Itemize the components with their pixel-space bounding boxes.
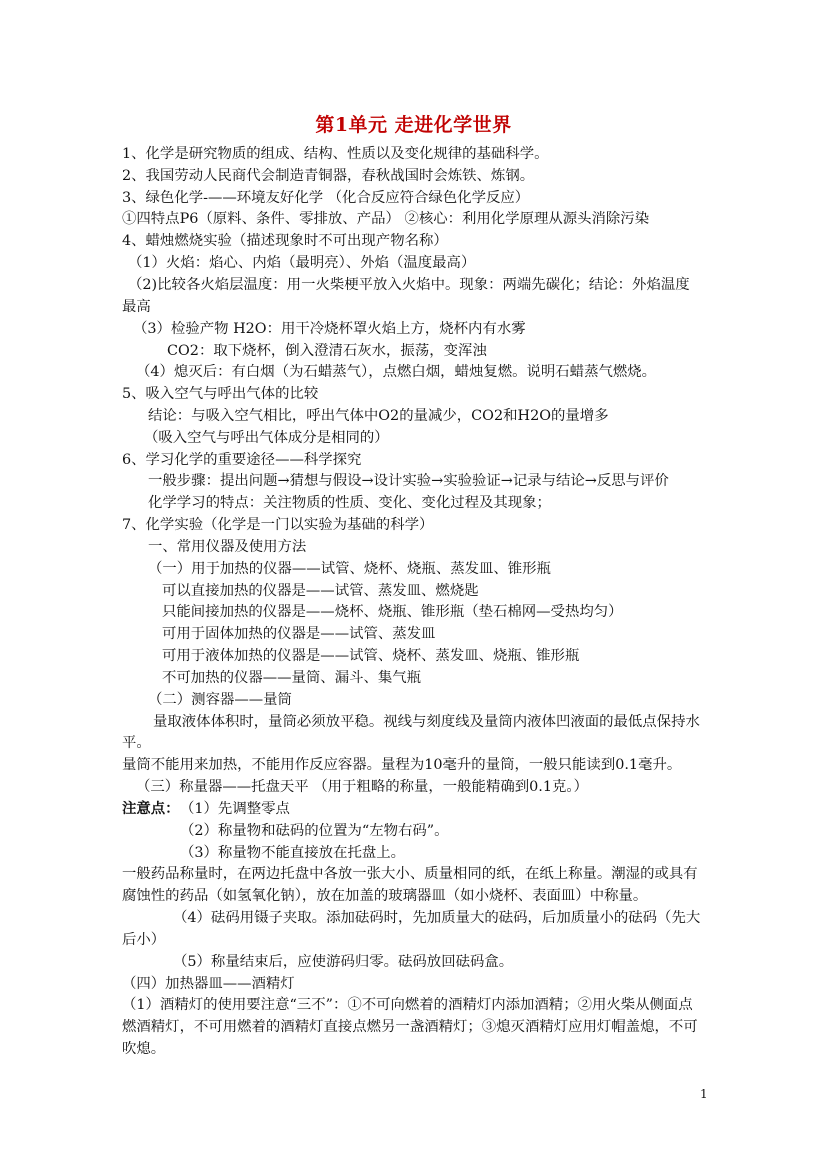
- page-title: 第1单元 走进化学世界: [315, 114, 512, 136]
- text-line: 7、化学实验（化学是一门以实验为基础的科学）: [122, 517, 434, 533]
- text-line: 只能间接加热的仪器是——烧杯、烧瓶、锥形瓶（垫石棉网—受热均匀）: [162, 604, 623, 620]
- text-line: 可用于液体加热的仪器是——试管、烧杯、蒸发皿、烧瓶、锥形瓶: [162, 648, 580, 664]
- note-heading: 注意点：: [122, 800, 180, 817]
- text-line: 化学学习的特点：关注物质的性质、变化、变化过程及其现象；: [148, 495, 551, 511]
- text-line: （2）称量物和砝码的位置为“左物右码”。: [180, 823, 449, 839]
- text-line: （3）称量物不能直接放在托盘上。: [180, 845, 406, 861]
- text-line: 一般药品称量时，在两边托盘中各放一张大小、质量相同的纸，在纸上称量。潮湿的或具有: [122, 866, 698, 882]
- text-line: （4）熄灭后：有白烟（为石蜡蒸气），点燃白烟，蜡烛复燃。说明石蜡蒸气燃烧。: [136, 364, 657, 380]
- text-line: 6、学习化学的重要途径——科学探究: [122, 452, 362, 468]
- text-line: （2)比较各火焰层温度：用一火柴梗平放入火焰中。现象：两端先碳化；结论：外焰温度: [128, 277, 690, 293]
- text-line: （1）火焰：焰心、内焰（最明亮）、外焰（温度最高）: [128, 255, 476, 271]
- text-line: 腐蚀性的药品（如氢氧化钠），放在加盖的玻璃器皿（如小烧杯、表面皿）中称量。: [122, 888, 648, 904]
- text-line: 平。: [122, 735, 151, 751]
- text-line: 2、我国劳动人民商代会制造青铜器，春秋战国时会炼铁、炼钢。: [122, 168, 535, 184]
- text-line: 结论：与吸入空气相比，呼出气体中O2的量减少，CO2和H2O的量增多: [148, 408, 609, 424]
- page-number: 1: [700, 1087, 708, 1101]
- text-line: 1、化学是研究物质的组成、结构、性质以及变化规律的基础科学。: [122, 146, 549, 162]
- text-line: （四）加热器皿——酒精灯: [122, 976, 295, 992]
- text-line: 可用于固体加热的仪器是——试管、蒸发皿: [162, 626, 436, 642]
- text-line: 后小）: [122, 932, 166, 948]
- text-line: （4）砝码用镊子夹取。添加砝码时，先加质量大的砝码，后加质量小的砝码（先大: [173, 910, 701, 926]
- text-line: 一、常用仪器及使用方法: [148, 539, 307, 555]
- text-line: 量取液体体积时，量筒必须放平稳。视线与刻度线及量筒内液体凹液面的最低点保持水: [153, 714, 700, 730]
- text-line: 3、绿色化学-——环境友好化学 （化合反应符合绿色化学反应）: [122, 190, 530, 206]
- text-line: CO2：取下烧杯，倒入澄清石灰水，振荡，变浑浊: [167, 343, 487, 359]
- text-line: （5）称量结束后，应使游码归零。砝码放回砝码盒。: [173, 954, 514, 970]
- text-line: ①四特点P6（原料、条件、零排放、产品） ②核心：利用化学原理从源头消除污染: [122, 211, 650, 227]
- text-line: （3）检验产物 H2O：用干冷烧杯罩火焰上方，烧杯内有水雾: [133, 321, 526, 337]
- text-line: 5、吸入空气与呼出气体的比较: [122, 386, 319, 402]
- text-line: 量筒不能用来加热，不能用作反应容器。量程为10毫升的量筒，一般只能读到0.1毫升。: [122, 757, 682, 773]
- text-line: 燃酒精灯，不可用燃着的酒精灯直接点燃另一盏酒精灯；③熄灭酒精灯应用灯帽盖熄，不可: [122, 1019, 698, 1035]
- text-line: （1）先调整零点: [180, 801, 290, 817]
- text-line: （一）用于加热的仪器——试管、烧杯、烧瓶、蒸发皿、锥形瓶: [148, 561, 551, 577]
- text-line: 最高: [122, 299, 151, 315]
- text-line: 可以直接加热的仪器是——试管、蒸发皿、燃烧匙: [162, 583, 479, 599]
- text-line: （三）称量器——托盘天平 （用于粗略的称量，一般能精确到0.1克。）: [136, 779, 588, 795]
- text-line: （1）酒精灯的使用要注意“三不”：①不可向燃着的酒精灯内添加酒精；②用火柴从侧面点: [122, 997, 693, 1013]
- text-line: 不可加热的仪器——量筒、漏斗、集气瓶: [162, 670, 422, 686]
- text-line: 一般步骤：提出问题→猜想与假设→设计实验→实验验证→记录与结论→反思与评价: [148, 473, 669, 489]
- text-line: （吸入空气与呼出气体成分是相同的）: [144, 430, 389, 446]
- text-line: （二）测容器——量筒: [148, 692, 292, 708]
- text-line: 4、蜡烛燃烧实验（描述现象时不可出现产物名称）: [122, 233, 448, 249]
- text-line: 吹熄。: [122, 1041, 166, 1057]
